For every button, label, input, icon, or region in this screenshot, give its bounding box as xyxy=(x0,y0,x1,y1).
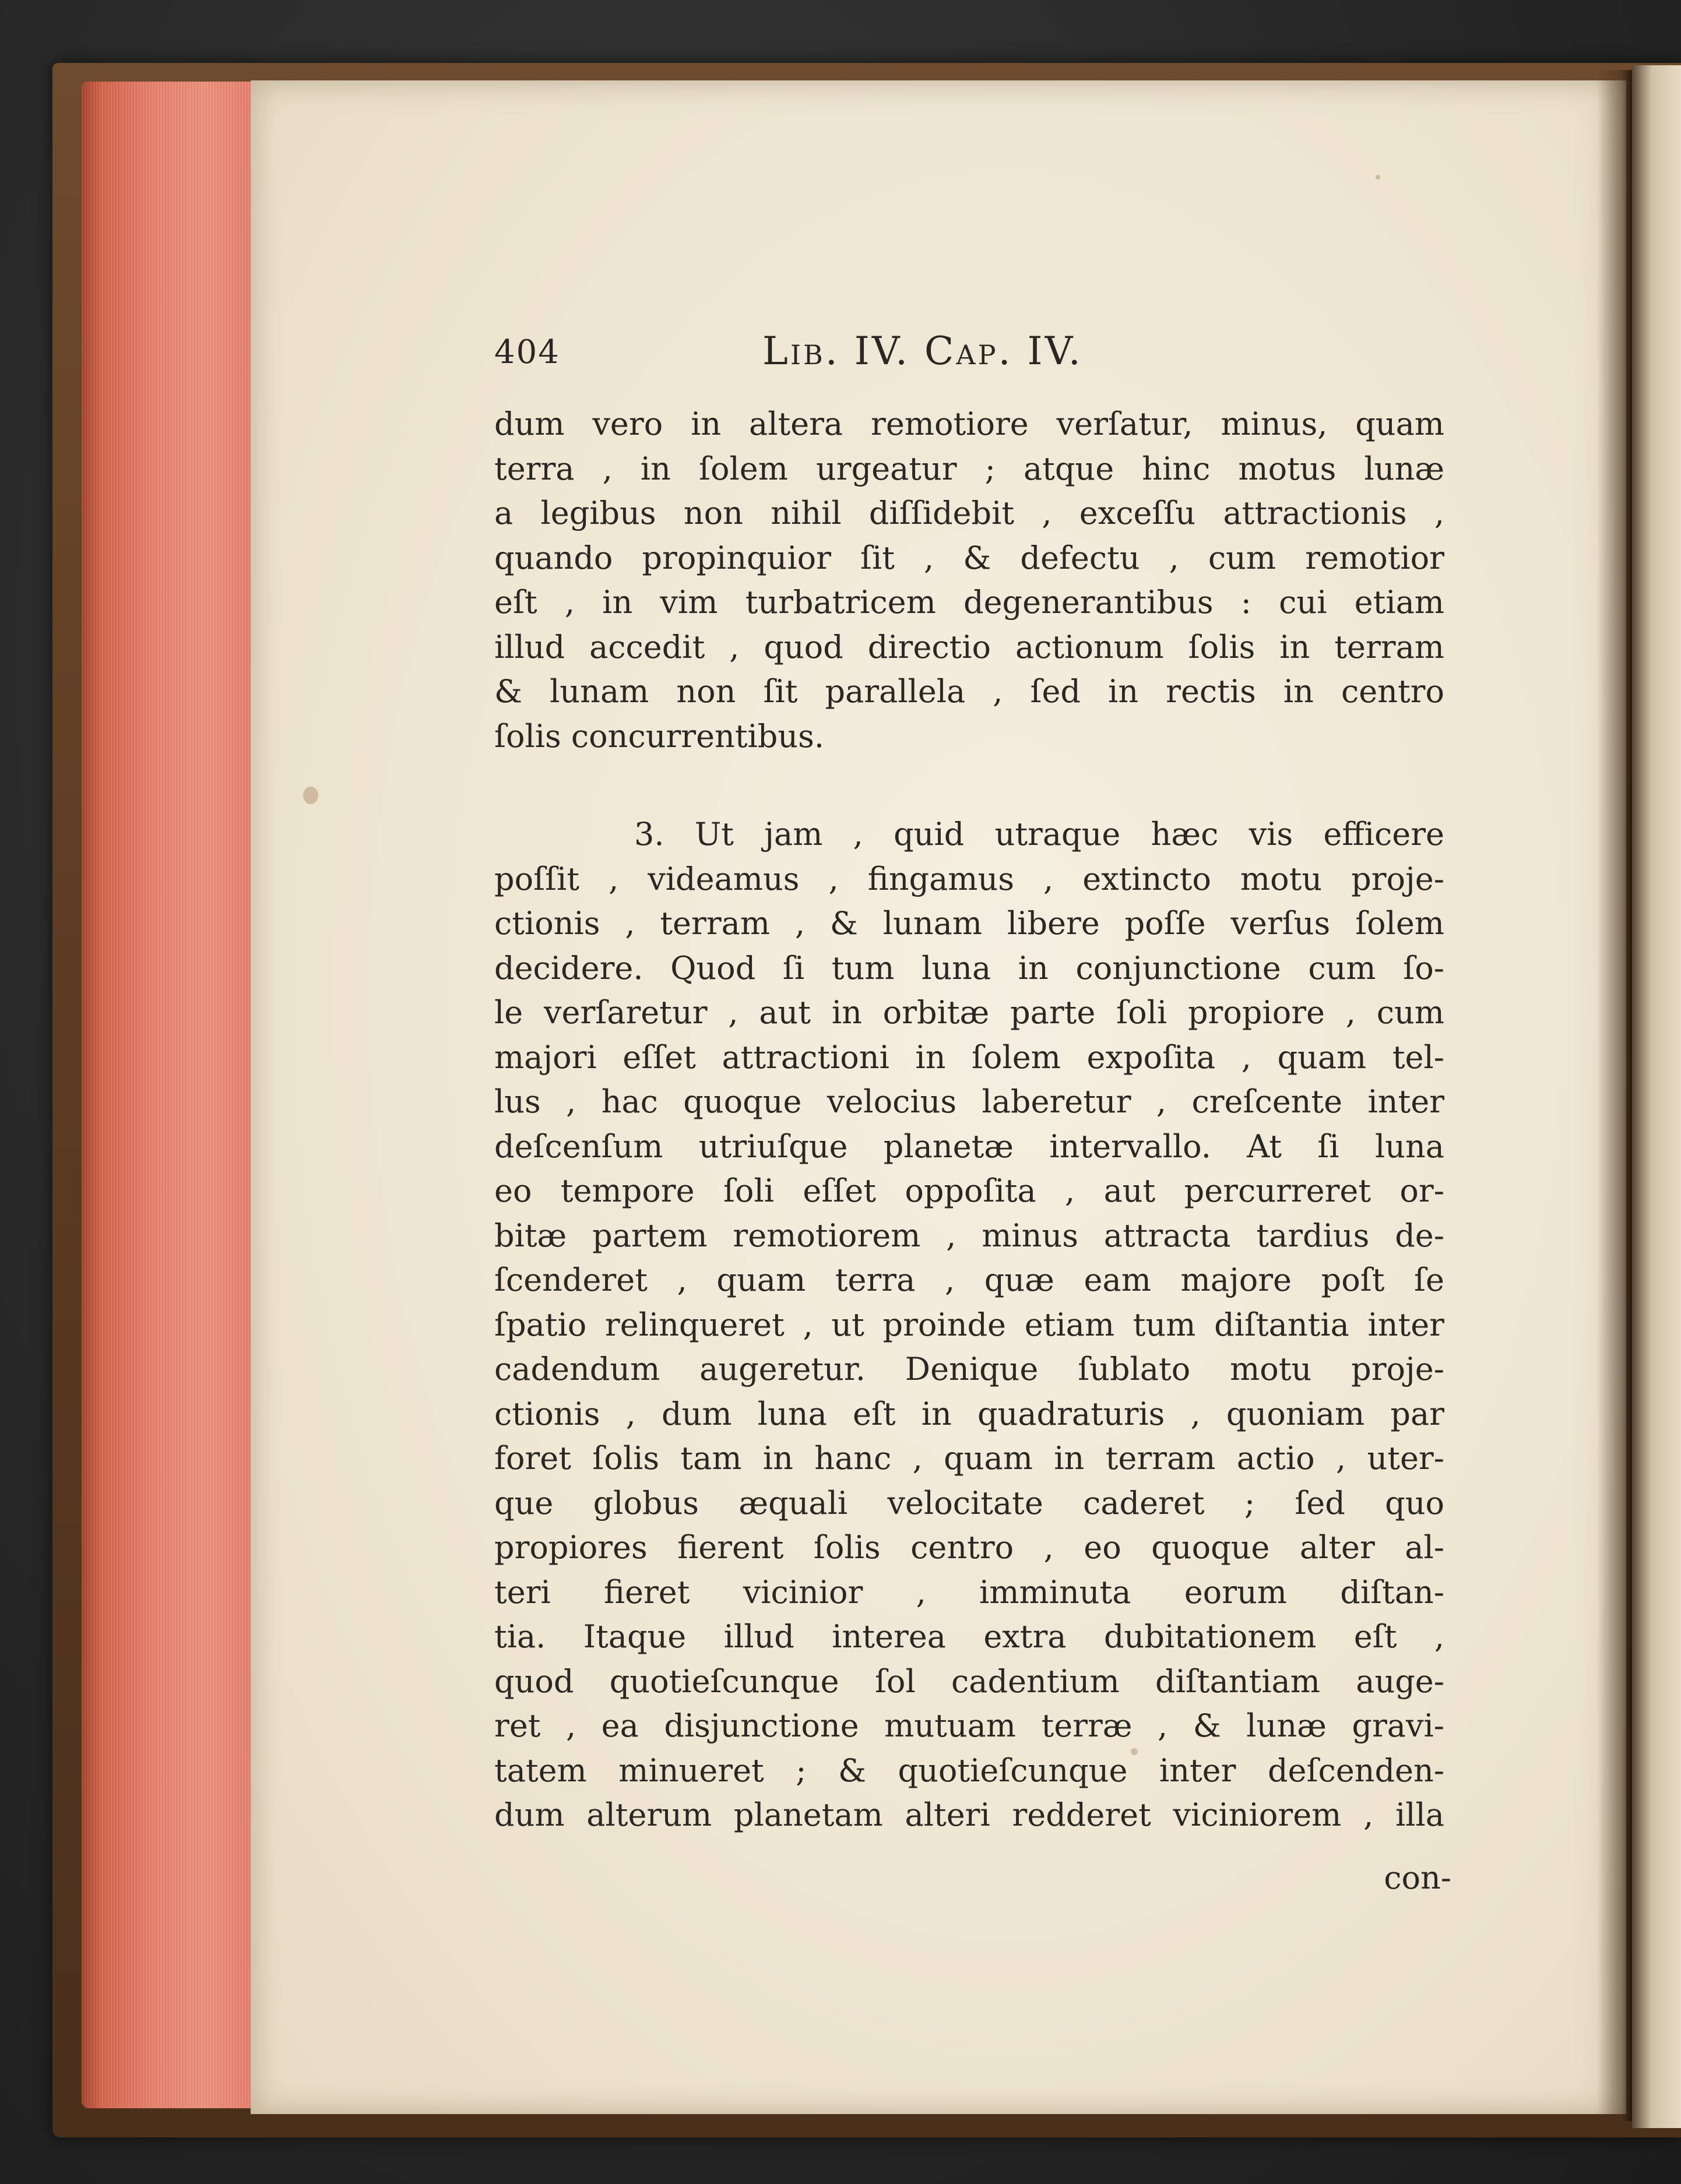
text-line: terra , in ſolem urgeatur ; atque hinc motus lunæ xyxy=(494,450,1444,487)
running-head-title: Lib. IV. Cap. IV. xyxy=(762,329,1083,374)
text-line: eſt , in vim turbatricem degenerantibus : cui etiam xyxy=(494,584,1444,621)
text-line: 3. Ut jam , quid utraque hæc vis efficere xyxy=(634,816,1444,853)
text-line: ctionis , dum luna eſt in quadraturis , quoniam par xyxy=(494,1395,1444,1432)
text-line: a legibus non nihil diſſidebit , exceſſu attractionis , xyxy=(494,495,1444,531)
text-line: lus , hac quoque velocius laberetur , creſcente inter xyxy=(494,1083,1444,1120)
text-line: quando propinquior ſit , & defectu , cum remotior xyxy=(494,539,1444,576)
text-line: teri fieret vicinior , imminuta eorum diſtan- xyxy=(494,1573,1444,1611)
text-line: propiores fierent ſolis centro , eo quoque alter al- xyxy=(494,1529,1444,1566)
text-line: majori eſſet attractioni in ſolem expoſita , quam tel- xyxy=(494,1038,1444,1076)
running-head xyxy=(494,326,1194,385)
body-text xyxy=(494,402,1444,1838)
text-line: dum vero in altera remotiore verſatur, minus, quam xyxy=(494,406,1444,442)
text-line: & lunam non ſit parallela , ſed in rectis in centro xyxy=(494,673,1444,710)
text-line: ctionis , terram , & lunam libere poſſe verſus ſolem xyxy=(494,905,1444,942)
text-line: ſolis concurrentibus. xyxy=(494,717,825,755)
catchword: con- xyxy=(1384,1859,1451,1896)
text-line: ſpatio relinqueret , ut proinde etiam tum diſtantia inter xyxy=(494,1306,1444,1343)
text-line: illud accedit , quod directio actionum ſolis in terram xyxy=(494,628,1444,665)
text-line: dum alterum planetam alteri redderet viciniorem , illa xyxy=(494,1796,1444,1833)
text-line: deſcenſum utriuſque planetæ intervallo. At ſi luna xyxy=(494,1128,1444,1165)
text-line: ſcenderet , quam terra , quæ eam majore poſt ſe xyxy=(494,1262,1444,1298)
paragraph-2 xyxy=(494,812,1444,1838)
text-line: tia. Itaque illud interea extra dubitationem eſt , xyxy=(494,1618,1444,1655)
text-line: tatem minueret ; & quotieſcunque inter deſcenden- xyxy=(494,1752,1444,1789)
paragraph-spacer xyxy=(494,759,1444,812)
paragraph-1 xyxy=(494,402,1444,759)
text-line: que globus æquali velocitate caderet ; ſed quo xyxy=(494,1484,1444,1521)
text-line: poſſit , videamus , fingamus , extincto motu proje- xyxy=(494,860,1444,897)
text-line: le verſaretur , aut in orbitæ parte ſoli propiore , cum xyxy=(494,994,1444,1031)
text-line: ret , ea disjunctione mutuam terræ , & lunæ gravi- xyxy=(494,1707,1444,1744)
text-line: bitæ partem remotiorem , minus attracta tardius de- xyxy=(494,1217,1444,1254)
page-number: 404 xyxy=(494,333,560,371)
text-line: quod quotieſcunque ſol cadentium diſtantiam auge- xyxy=(494,1662,1444,1700)
text-line: decidere. Quod ſi tum luna in conjunctione cum ſo- xyxy=(494,949,1444,987)
text-line: cadendum augeretur. Denique ſublato motu proje- xyxy=(494,1351,1444,1387)
text-line: foret ſolis tam in hanc , quam in terram actio , uter- xyxy=(494,1440,1444,1477)
text-line: eo tempore ſoli eſſet oppoſita , aut percurreret or- xyxy=(494,1172,1444,1209)
